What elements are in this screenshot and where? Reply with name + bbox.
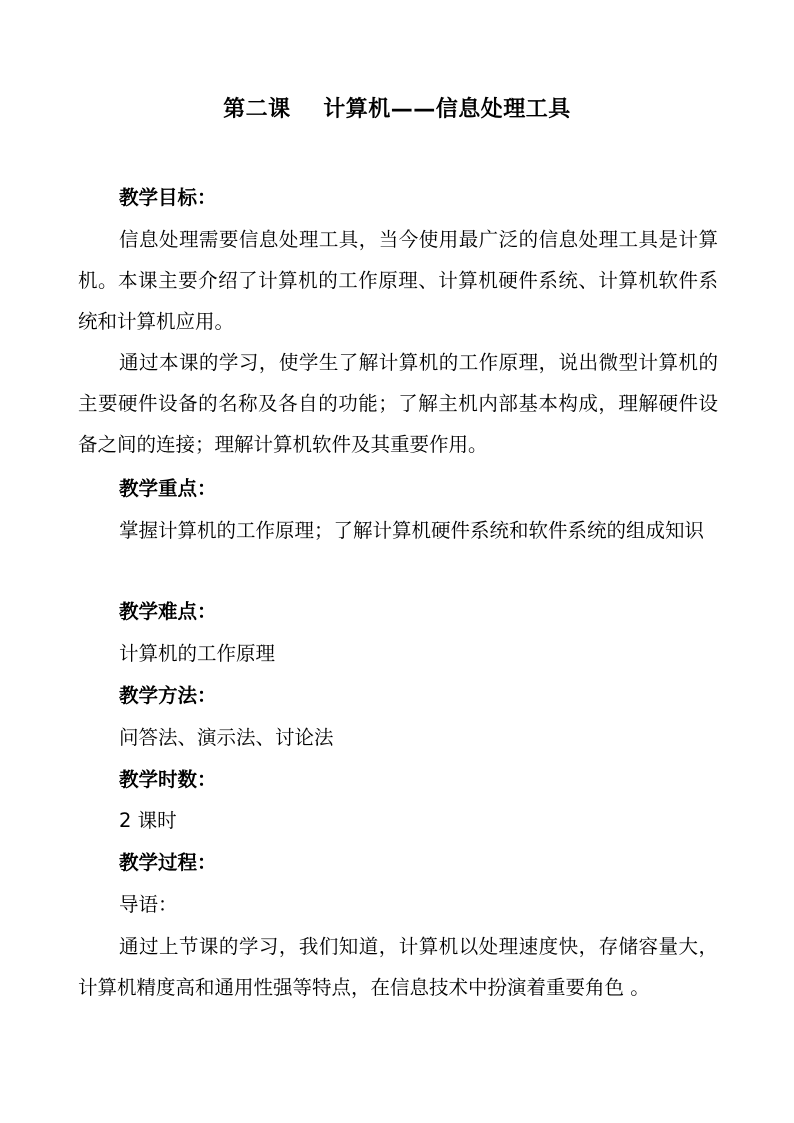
process-heading: 教学过程： xyxy=(119,851,217,874)
objectives-paragraph-2: 通过本课的学习，使学生了解计算机的工作原理，说出微型计算机的主要硬件设备的名称及各自的功能；了解主机内部基本构成，理解硬件设备之间的连接；理解计算机软件及其重要作用。 xyxy=(78,351,718,456)
methods-text: 问答法、演示法、讨论法 xyxy=(119,726,334,749)
difficulties-heading: 教学难点： xyxy=(119,600,217,623)
objectives-heading: 教学目标： xyxy=(119,186,217,209)
process-paragraph: 通过上节课的学习，我们知道，计算机以处理速度快，存储容量大，计算机精度高和通用性强等特点，在信息技术中扮演着重要角色 。 xyxy=(78,935,718,999)
difficulties-text: 计算机的工作原理 xyxy=(119,642,276,665)
process-intro-label: 导语： xyxy=(119,893,178,916)
key-points-paragraph: 掌握计算机的工作原理；了解计算机硬件系统和软件系统的组成知识 xyxy=(119,519,705,542)
hours-heading: 教学时数： xyxy=(119,768,217,791)
key-points-heading: 教学重点： xyxy=(119,477,217,500)
hours-text: 2 课时 xyxy=(119,809,177,832)
objectives-paragraph-1: 信息处理需要信息处理工具，当今使用最广泛的信息处理工具是计算机。本课主要介绍了计算机的工作原理、计算机硬件系统、计算机软件系统和计算机应用。 xyxy=(78,228,718,333)
lesson-title: 第二课 计算机——信息处理工具 xyxy=(223,97,571,122)
methods-heading: 教学方法： xyxy=(119,684,217,707)
